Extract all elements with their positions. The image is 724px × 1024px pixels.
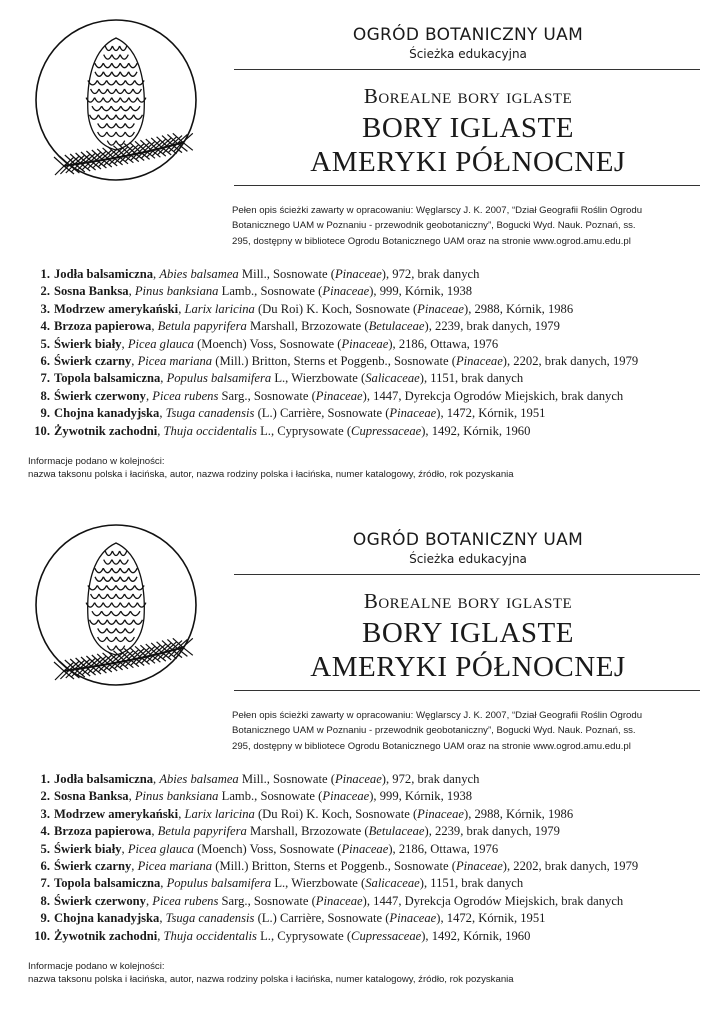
species-name-la: Populus balsamifera: [166, 371, 272, 386]
list-item: 4. Brzoza papierowa, Betula papyrifera Marshall, Brzozowate (Betulaceae), 2239, brak danych, 1979: [24, 823, 720, 840]
species-name-pl: Jodła balsamiczna: [54, 772, 154, 786]
species-author: L.: [274, 371, 286, 386]
description: [232, 203, 700, 249]
species-author: L.: [260, 928, 271, 943]
species-name-pl: Brzoza papierowa: [54, 319, 152, 334]
family-name-pl: Wierzbowate: [291, 371, 358, 386]
family-name-pl: Sosnowate: [279, 336, 335, 351]
species-author: Mill.: [241, 267, 267, 281]
species-name-la: Populus balsamifera: [166, 876, 272, 891]
family-name-pl: Sosnowate: [355, 301, 410, 316]
species-name-la: Pinus banksiana: [134, 789, 219, 804]
species-author: Lamb.: [221, 789, 255, 804]
list-item: 3. Modrzew amerykański, Larix laricina (Du Roi) K. Koch, Sosnowate (Pinaceae), 2988, Kórnik, 1986: [24, 301, 720, 318]
family-name-la: Pinaceae: [315, 388, 363, 403]
species-number: 5.: [40, 841, 50, 856]
family-name-pl: Brzozowate: [301, 824, 362, 839]
description-line: Botanicznego UAM w Poznaniu - przewodnik geobotaniczny”, Bogucki Wyd. Nauk. Poznań, ss.: [232, 725, 636, 737]
species-name-la: Abies balsamea: [159, 267, 239, 281]
label-card: [0, 0, 724, 500]
source-info: Kórnik, 1986: [505, 301, 574, 316]
family-name-la: Pinaceae: [417, 806, 464, 821]
source-info: brak danych: [461, 371, 524, 386]
species-author: L.: [274, 876, 286, 891]
family-name-la: Pinaceae: [455, 858, 503, 873]
species-name-pl: Świerk czerwony: [54, 893, 146, 908]
source-info: Dyrekcja Ogrodów Miejskich, brak danych: [404, 893, 624, 908]
species-name-pl: Modrzew amerykański: [54, 806, 179, 821]
species-name-la: Tsuga canadensis: [165, 406, 255, 421]
family-name-la: Pinaceae: [315, 893, 363, 908]
source-info: Kórnik, 1960: [463, 928, 531, 943]
species-number: 9.: [40, 911, 50, 926]
species-author: (Mill.) Britton, Sterns et Poggenb.: [215, 858, 388, 873]
family-name-la: Cupressaceae: [351, 423, 422, 438]
species-name-pl: Chojna kanadyjska: [54, 911, 160, 926]
organization-name: OGRÓD BOTANICZNY UAM: [352, 25, 584, 45]
list-item: 10. Żywotnik zachodni, Thuja occidentalis L., Cyprysowate (Cupressaceae), 1492, Kórnik, 1960: [24, 928, 720, 945]
catalog-number: 2186: [398, 336, 424, 351]
species-number: 3.: [40, 301, 50, 316]
species-name-la: Picea rubens: [152, 893, 219, 908]
species-name-la: Picea mariana: [137, 353, 213, 368]
species-number: 10.: [34, 928, 50, 943]
species-number: 9.: [40, 406, 50, 421]
species-name-pl: Sosna Banksa: [54, 284, 129, 299]
family-name-pl: Cyprysowate: [277, 928, 344, 943]
species-author: (L.) Carrière: [257, 911, 322, 926]
species-author: (Moench) Voss: [197, 336, 274, 351]
species-author: Sarg.: [221, 388, 248, 403]
divider: [234, 690, 700, 691]
family-name-la: Salicaceae: [365, 876, 420, 891]
species-author: Sarg.: [221, 893, 248, 908]
family-name-la: Pinaceae: [341, 841, 389, 856]
species-name-pl: Świerk czarny: [54, 353, 132, 368]
species-name-la: Picea glauca: [127, 336, 194, 351]
species-name-la: Thuja occidentalis: [163, 928, 257, 943]
description-line: 295, dostępny w bibliotece Ogrodu Botanicznego UAM oraz na stronie www.ogrod.amu.edu.pl: [232, 235, 631, 247]
list-item: 4. Brzoza papierowa, Betula papyrifera Marshall, Brzozowate (Betulaceae), 2239, brak danych, 1979: [24, 318, 720, 335]
series-title: Borealne bory iglaste: [363, 84, 573, 108]
species-number: 5.: [40, 336, 50, 351]
catalog-number: 972: [392, 772, 412, 786]
family-name-pl: Brzozowate: [301, 319, 362, 334]
organization-name: OGRÓD BOTANICZNY UAM: [352, 530, 584, 550]
family-name-pl: Wierzbowate: [291, 876, 358, 891]
species-number: 2.: [40, 789, 50, 804]
catalog-number: 2202: [513, 858, 539, 873]
family-name-pl: Sosnowate: [355, 806, 410, 821]
species-name-la: Picea rubens: [152, 388, 219, 403]
species-number: 8.: [40, 388, 50, 403]
species-number: 8.: [40, 893, 50, 908]
source-info: brak danych: [417, 267, 480, 281]
family-name-la: Pinaceae: [341, 336, 389, 351]
family-name-pl: Sosnowate: [327, 911, 383, 926]
page-title-line1: BORY IGLASTE: [362, 112, 574, 144]
source-info: Ottawa, 1976: [430, 841, 499, 856]
list-item: 2. Sosna Banksa, Pinus banksiana Lamb., Sosnowate (Pinaceae), 999, Kórnik, 1938: [24, 788, 720, 805]
catalog-number: 1472: [446, 911, 472, 926]
list-item: 1. Jodła balsamiczna, Abies balsamea Mill., Sosnowate (Pinaceae), 972, brak danych: [24, 266, 720, 283]
label-card: [0, 505, 724, 1005]
species-name-pl: Świerk biały: [54, 336, 122, 351]
source-info: Kórnik, 1986: [505, 806, 574, 821]
family-name-la: Cupressaceae: [351, 928, 422, 943]
source-info: Kórnik, 1951: [478, 911, 546, 926]
species-name-pl: Modrzew amerykański: [54, 301, 179, 316]
species-name-pl: Chojna kanadyjska: [54, 406, 160, 421]
list-item: 5. Świerk biały, Picea glauca (Moench) Voss, Sosnowate (Pinaceae), 2186, Ottawa, 1976: [24, 841, 720, 858]
catalog-number: 999: [379, 284, 399, 299]
species-number: 6.: [40, 858, 50, 873]
footnote: [28, 961, 514, 986]
family-name-la: Betulaceae: [368, 824, 425, 839]
list-item: 10. Żywotnik zachodni, Thuja occidentalis L., Cyprysowate (Cupressaceae), 1492, Kórnik, 1960: [24, 423, 720, 440]
species-number: 4.: [40, 824, 50, 839]
footnote-line: nazwa taksonu polska i łacińska, autor, nazwa rodziny polska i łacińska, numer katalogowy, źródło, rok pozyskania: [28, 468, 514, 480]
list-item: 7. Topola balsamiczna, Populus balsamifera L., Wierzbowate (Salicaceae), 1151, brak danych: [24, 875, 720, 892]
species-number: 7.: [40, 876, 50, 891]
species-name-la: Pinus banksiana: [134, 284, 219, 299]
species-name-pl: Świerk biały: [54, 841, 122, 856]
family-name-pl: Sosnowate: [253, 388, 309, 403]
family-name-la: Pinaceae: [322, 789, 370, 804]
species-author: Lamb.: [221, 284, 255, 299]
family-name-pl: Sosnowate: [394, 353, 449, 368]
species-number: 3.: [40, 806, 50, 821]
species-number: 1.: [40, 267, 50, 281]
species-name-la: Abies balsamea: [159, 772, 239, 786]
species-number: 1.: [40, 772, 50, 786]
family-name-la: Pinaceae: [417, 301, 464, 316]
species-number: 6.: [40, 353, 50, 368]
list-item: 7. Topola balsamiczna, Populus balsamifera L., Wierzbowate (Salicaceae), 1151, brak danych: [24, 370, 720, 387]
species-author: L.: [260, 423, 271, 438]
family-name-pl: Sosnowate: [327, 406, 383, 421]
source-info: Dyrekcja Ogrodów Miejskich, brak danych: [404, 388, 624, 403]
list-item: 8. Świerk czerwony, Picea rubens Sarg., Sosnowate (Pinaceae), 1447, Dyrekcja Ogrodów Miejskich, brak danych: [24, 893, 720, 910]
family-name-pl: Cyprysowate: [277, 423, 344, 438]
species-name-la: Picea glauca: [127, 841, 194, 856]
family-name-la: Pinaceae: [334, 267, 382, 281]
catalog-number: 2988: [474, 301, 500, 316]
species-list: [24, 771, 720, 945]
species-name-pl: Żywotnik zachodni: [54, 928, 158, 943]
spruce-cone-icon: [34, 523, 198, 687]
species-name-la: Larix laricina: [184, 806, 255, 821]
description-line: 295, dostępny w bibliotece Ogrodu Botanicznego UAM oraz na stronie www.ogrod.amu.edu.pl: [232, 740, 631, 752]
source-info: Ottawa, 1976: [430, 336, 499, 351]
family-name-la: Pinaceae: [389, 911, 437, 926]
list-item: 3. Modrzew amerykański, Larix laricina (Du Roi) K. Koch, Sosnowate (Pinaceae), 2988, Kórnik, 1986: [24, 806, 720, 823]
species-author: (Du Roi) K. Koch: [257, 806, 349, 821]
catalog-number: 2202: [513, 353, 539, 368]
species-name-la: Betula papyrifera: [157, 319, 247, 334]
species-name-pl: Brzoza papierowa: [54, 824, 152, 839]
source-info: Kórnik, 1938: [404, 789, 473, 804]
family-name-pl: Sosnowate: [253, 893, 309, 908]
species-name-pl: Topola balsamiczna: [54, 371, 161, 386]
list-item: 9. Chojna kanadyjska, Tsuga canadensis (L.) Carrière, Sosnowate (Pinaceae), 1472, Kórnik, 1951: [24, 910, 720, 927]
species-number: 2.: [40, 284, 50, 299]
species-author: (Du Roi) K. Koch: [257, 301, 349, 316]
trail-subtitle: Ścieżka edukacyjna: [409, 47, 527, 61]
family-name-pl: Sosnowate: [260, 789, 316, 804]
family-name-pl: Sosnowate: [260, 284, 316, 299]
family-name-la: Betulaceae: [368, 319, 425, 334]
species-number: 7.: [40, 371, 50, 386]
species-number: 4.: [40, 319, 50, 334]
source-info: brak danych, 1979: [544, 353, 639, 368]
catalog-number: 1492: [431, 423, 457, 438]
family-name-pl: Sosnowate: [273, 267, 328, 281]
catalog-number: 2239: [435, 824, 461, 839]
catalog-number: 2186: [398, 841, 424, 856]
source-info: Kórnik, 1938: [404, 284, 473, 299]
species-name-pl: Świerk czarny: [54, 858, 132, 873]
family-name-pl: Sosnowate: [273, 772, 328, 786]
family-name-la: Pinaceae: [334, 772, 382, 786]
description: [232, 708, 700, 754]
catalog-number: 1447: [373, 893, 399, 908]
family-name-la: Pinaceae: [455, 353, 503, 368]
species-name-pl: Żywotnik zachodni: [54, 423, 158, 438]
source-info: brak danych, 1979: [466, 824, 560, 839]
page-title-line2: AMERYKI PÓŁNOCNEJ: [310, 146, 626, 178]
footnote-line: Informacje podano w kolejności:: [28, 961, 165, 972]
list-item: 8. Świerk czerwony, Picea rubens Sarg., Sosnowate (Pinaceae), 1447, Dyrekcja Ogrodów Miejskich, brak danych: [24, 388, 720, 405]
species-name-la: Thuja occidentalis: [163, 423, 257, 438]
list-item: 6. Świerk czarny, Picea mariana (Mill.) Britton, Sterns et Poggenb., Sosnowate (Pinaceae), 2202, brak danych, 1979: [24, 858, 720, 875]
family-name-la: Salicaceae: [365, 371, 420, 386]
source-info: Kórnik, 1960: [463, 423, 531, 438]
family-name-pl: Sosnowate: [394, 858, 449, 873]
family-name-pl: Sosnowate: [279, 841, 335, 856]
species-name-la: Tsuga canadensis: [165, 911, 255, 926]
divider: [234, 185, 700, 186]
source-info: brak danych, 1979: [544, 858, 639, 873]
source-info: Kórnik, 1951: [478, 406, 546, 421]
list-item: 2. Sosna Banksa, Pinus banksiana Lamb., Sosnowate (Pinaceae), 999, Kórnik, 1938: [24, 283, 720, 300]
catalog-number: 1151: [430, 876, 455, 891]
footnote-line: Informacje podano w kolejności:: [28, 456, 165, 467]
catalog-number: 1447: [373, 388, 399, 403]
series-title: Borealne bory iglaste: [363, 589, 573, 613]
family-name-la: Pinaceae: [322, 284, 370, 299]
source-info: brak danych: [417, 772, 480, 786]
species-author: Marshall: [250, 319, 295, 334]
species-name-pl: Sosna Banksa: [54, 789, 129, 804]
description-line: Pełen opis ścieżki zawarty w opracowaniu: Węglarscy J. K. 2007, “Dział Geografii Roślin Ogrodu: [232, 710, 643, 721]
list-item: 1. Jodła balsamiczna, Abies balsamea Mill., Sosnowate (Pinaceae), 972, brak danych: [24, 771, 720, 788]
species-name-pl: Topola balsamiczna: [54, 876, 161, 891]
species-author: Mill.: [241, 772, 267, 786]
family-name-la: Pinaceae: [389, 406, 437, 421]
catalog-number: 999: [379, 789, 399, 804]
page-title-line2: AMERYKI PÓŁNOCNEJ: [310, 651, 626, 683]
catalog-number: 1151: [430, 371, 455, 386]
species-name-la: Betula papyrifera: [157, 824, 247, 839]
divider: [234, 69, 700, 70]
list-item: 5. Świerk biały, Picea glauca (Moench) Voss, Sosnowate (Pinaceae), 2186, Ottawa, 1976: [24, 336, 720, 353]
catalog-number: 972: [392, 267, 412, 281]
footnote: [28, 456, 514, 481]
catalog-number: 1492: [431, 928, 457, 943]
species-author: (Moench) Voss: [197, 841, 274, 856]
source-info: brak danych, 1979: [466, 319, 560, 334]
species-author: Marshall: [250, 824, 295, 839]
spruce-cone-icon: [34, 18, 198, 182]
species-number: 10.: [34, 423, 50, 438]
catalog-number: 2988: [474, 806, 500, 821]
divider: [234, 574, 700, 575]
species-author: (L.) Carrière: [257, 406, 322, 421]
footnote-line: nazwa taksonu polska i łacińska, autor, nazwa rodziny polska i łacińska, numer katalogowy, źródło, rok pozyskania: [28, 973, 514, 985]
source-info: brak danych: [461, 876, 524, 891]
species-list: [24, 266, 720, 440]
species-name-la: Larix laricina: [184, 301, 255, 316]
description-line: Botanicznego UAM w Poznaniu - przewodnik geobotaniczny”, Bogucki Wyd. Nauk. Poznań, ss.: [232, 220, 636, 232]
catalog-number: 1472: [446, 406, 472, 421]
list-item: 6. Świerk czarny, Picea mariana (Mill.) Britton, Sterns et Poggenb., Sosnowate (Pinaceae), 2202, brak danych, 1979: [24, 353, 720, 370]
species-author: (Mill.) Britton, Sterns et Poggenb.: [215, 353, 388, 368]
catalog-number: 2239: [435, 319, 461, 334]
species-name-pl: Świerk czerwony: [54, 388, 146, 403]
description-line: Pełen opis ścieżki zawarty w opracowaniu: Węglarscy J. K. 2007, “Dział Geografii Roślin Ogrodu: [232, 205, 643, 216]
list-item: 9. Chojna kanadyjska, Tsuga canadensis (L.) Carrière, Sosnowate (Pinaceae), 1472, Kórnik, 1951: [24, 405, 720, 422]
page-title-line1: BORY IGLASTE: [362, 617, 574, 649]
trail-subtitle: Ścieżka edukacyjna: [409, 552, 527, 566]
species-name-la: Picea mariana: [137, 858, 213, 873]
species-name-pl: Jodła balsamiczna: [54, 267, 154, 281]
